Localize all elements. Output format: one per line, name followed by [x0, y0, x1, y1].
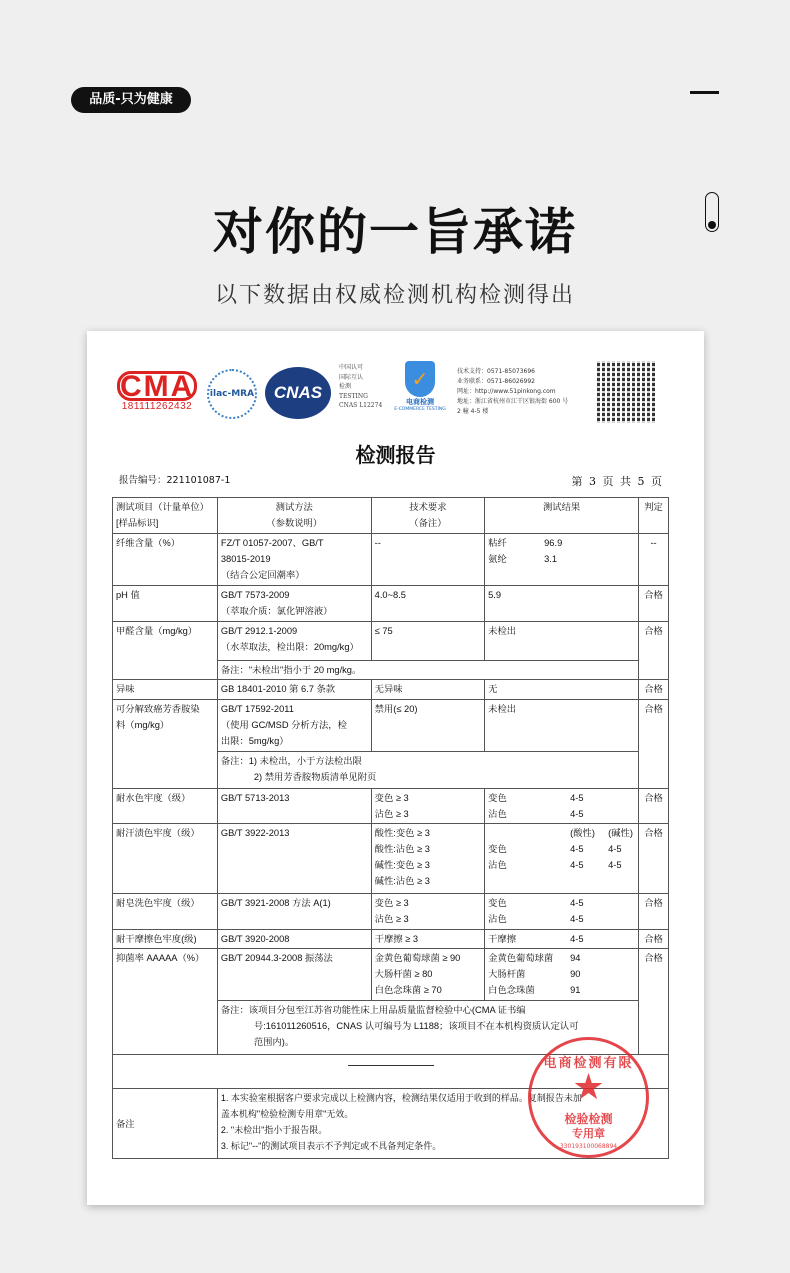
text: 技术要求	[409, 502, 447, 512]
text	[488, 950, 635, 998]
text: 判定	[644, 502, 663, 512]
text: 合格	[644, 953, 663, 963]
text	[488, 790, 635, 822]
text: 4-5	[608, 844, 622, 854]
text: 白色念珠菌	[488, 985, 535, 995]
text: 碱性:变色 ≥ 3	[374, 860, 430, 870]
table-cell	[639, 930, 669, 949]
text: 电商检测有限	[543, 1056, 634, 1071]
shield-check-icon: ✓	[405, 361, 435, 397]
text: （备注）	[409, 518, 447, 528]
text: 网址：http://www.51pinkong.com	[457, 388, 556, 395]
text: 合格	[644, 704, 663, 714]
table-cell	[217, 498, 371, 534]
text: 酸性:沾色 ≥ 3	[374, 844, 430, 854]
table-cell	[217, 534, 371, 586]
table-cell	[217, 824, 371, 894]
text: 变色 ≥ 3	[374, 793, 409, 803]
text: GB/T 20944.3-2008 振荡法	[220, 953, 333, 963]
table-cell	[639, 680, 669, 700]
table-cell	[371, 824, 484, 894]
text: 1. 本实验室根据客户要求完成以上检测内容，检测结果仅适用于收到的样品。复制报告未加	[220, 1093, 582, 1103]
text: 合格	[644, 793, 663, 803]
text: （萃取介质：氯化钾溶液）	[220, 606, 333, 616]
text: 4-5	[570, 934, 584, 944]
text: 大肠杆菌 ≥ 80	[374, 969, 433, 979]
table-cell	[217, 700, 371, 752]
table-cell	[113, 824, 218, 894]
text: 耐干摩擦色牢度(级)	[116, 934, 197, 944]
text: 90	[570, 969, 581, 979]
text: 181111262432	[121, 401, 193, 412]
text: 备注	[116, 1118, 135, 1129]
table-cell	[113, 680, 218, 700]
text: CNAS L12274	[339, 402, 383, 409]
qr-code-icon	[597, 361, 657, 423]
text: 范围内)。	[253, 1037, 295, 1047]
text: FZ/T 01057-2007、GB/T	[220, 538, 324, 548]
table-cell	[371, 622, 484, 661]
text: 未检出	[488, 626, 517, 636]
table-cell	[639, 498, 669, 534]
table-cell	[371, 586, 484, 622]
text: 出限：5mg/kg）	[220, 736, 289, 746]
table-cell	[485, 586, 639, 622]
text: 白色念珠菌 ≥ 70	[374, 985, 442, 995]
text: 沾色 ≥ 3	[374, 914, 409, 924]
text: E-COMMERCE TESTING	[394, 407, 446, 412]
text: 甲醛含量（mg/kg）	[116, 626, 198, 636]
text: 沾色	[488, 809, 507, 819]
text: 测试结果	[543, 502, 581, 512]
table-cell	[217, 661, 638, 680]
text: 4-5	[608, 860, 622, 870]
cma-logo	[117, 371, 197, 412]
text: 金黄色葡萄球菌	[488, 953, 554, 963]
text: (酸性)	[570, 828, 595, 838]
text: --	[650, 538, 657, 548]
text: 测试项目（计量单位）	[116, 502, 209, 512]
text: ≤ 75	[374, 626, 393, 636]
table-cell	[485, 894, 639, 930]
text: 4-5	[570, 809, 584, 819]
text: 可分解致癌芳香胺染	[116, 704, 200, 714]
table-row	[113, 586, 669, 622]
text: （使用 GC/MSD 分析方法，检	[220, 720, 347, 730]
table-row	[113, 622, 669, 661]
table-cell	[639, 700, 669, 789]
table-row	[113, 894, 669, 930]
text	[488, 825, 635, 873]
text: GB/T 7573-2009	[220, 590, 290, 600]
table-cell	[485, 949, 639, 1001]
table-cell	[217, 930, 371, 949]
text: 沾色	[488, 860, 507, 870]
text: 酸性:变色 ≥ 3	[374, 828, 430, 838]
official-seal-stamp	[528, 1037, 649, 1158]
table-cell	[485, 680, 639, 700]
page-subtitle: 以下数据由权威检测机构检测得出	[214, 283, 575, 308]
table-cell	[217, 622, 371, 661]
ecommerce-testing-logo	[392, 361, 448, 412]
text: 变色	[488, 844, 507, 854]
text: 国际互认	[339, 373, 364, 381]
text: 96.9	[544, 538, 563, 548]
text: 业务联系：0571-86026992	[457, 378, 535, 385]
text: 氨纶	[488, 554, 507, 564]
text: 4-5	[570, 914, 584, 924]
table-cell	[217, 894, 371, 930]
text: 91	[570, 985, 581, 995]
text: 大肠杆菌	[488, 969, 526, 979]
text: 纤维含量（%）	[116, 538, 181, 548]
text: TESTING	[339, 392, 368, 400]
text: 合格	[644, 898, 663, 908]
text	[488, 895, 635, 927]
table-cell	[371, 498, 484, 534]
table-cell	[113, 586, 218, 622]
text	[488, 535, 635, 567]
text: 合格	[644, 590, 663, 600]
text: 碱性:沾色 ≥ 3	[374, 876, 430, 886]
test-report-document	[87, 331, 704, 1205]
text: 变色 ≥ 3	[374, 898, 409, 908]
table-cell	[485, 498, 639, 534]
table-cell	[639, 894, 669, 930]
table-cell	[217, 789, 371, 824]
text: 4-5	[570, 898, 584, 908]
text: GB/T 3921-2008 方法 A(1)	[220, 898, 331, 908]
table-cell	[639, 824, 669, 894]
table-cell	[639, 586, 669, 622]
text: GB 18401-2010 第 6.7 条款	[220, 684, 336, 694]
table-cell	[371, 930, 484, 949]
table-cell	[639, 789, 669, 824]
report-number: 报告编号：221101087-1	[119, 475, 231, 486]
text: 合格	[644, 626, 663, 636]
table-header	[113, 498, 669, 534]
text: 干摩擦	[488, 934, 517, 944]
table-cell	[371, 894, 484, 930]
table-cell	[217, 680, 371, 700]
text: 料（mg/kg）	[116, 720, 170, 730]
end-divider	[348, 1065, 434, 1066]
table-cell	[485, 700, 639, 752]
text: 4.0~8.5	[374, 590, 406, 600]
text: 5.9	[488, 590, 502, 600]
table-cell	[639, 949, 669, 1055]
text: 技术支持：0571-85073696	[457, 368, 535, 375]
table-cell	[113, 534, 218, 586]
text: GB/T 3920-2008	[220, 934, 290, 944]
text	[488, 931, 635, 947]
table-cell	[639, 534, 669, 586]
table-cell	[217, 949, 371, 1001]
table-cell	[371, 700, 484, 752]
cnas-logo: CNAS	[265, 367, 331, 419]
table-cell	[639, 622, 669, 680]
text: 测试方法	[275, 502, 313, 512]
cnas-text	[339, 363, 382, 411]
text: GB/T 5713-2013	[220, 793, 290, 803]
table-cell	[113, 700, 218, 789]
text: 中国认可	[339, 364, 364, 371]
table-cell	[485, 930, 639, 949]
text: 330193100068894	[559, 1143, 618, 1150]
text: 38015-2019	[220, 554, 271, 564]
text: （结合公定回潮率）	[220, 570, 305, 580]
text	[488, 825, 570, 841]
text: 2 幢 4-5 楼	[457, 408, 489, 415]
text: 抑菌率 AAAAA（%）	[116, 953, 205, 963]
table-row	[113, 534, 669, 586]
text: 电商检测	[406, 398, 434, 406]
text: 沾色	[488, 914, 507, 924]
text: GB/T 3922-2013	[220, 828, 290, 838]
table-cell	[485, 534, 639, 586]
text: 4-5	[570, 793, 584, 803]
table-cell	[113, 894, 218, 930]
table-row	[113, 789, 669, 824]
text: 合格	[644, 684, 663, 694]
text: 合格	[644, 934, 663, 944]
text: 金黄色葡萄球菌 ≥ 90	[374, 953, 461, 963]
text: 变色	[488, 898, 507, 908]
text: 耐水色牢度（级）	[116, 793, 191, 803]
text: 专用章	[572, 1127, 605, 1140]
table-cell	[113, 498, 218, 534]
text: 无异味	[374, 684, 403, 694]
table-cell	[371, 789, 484, 824]
text: 2. "未检出"指小于报告限。	[220, 1125, 328, 1135]
table-cell	[113, 930, 218, 949]
table-cell	[113, 1089, 218, 1159]
table-cell	[371, 680, 484, 700]
text: 4-5	[570, 844, 584, 854]
ilac-mra-logo: ilac-MRA	[207, 369, 257, 419]
text: 备注："未检出"指小于 20 mg/kg。	[220, 665, 362, 675]
menu-dash-icon[interactable]	[690, 91, 719, 94]
certification-logos	[117, 361, 677, 431]
text: 检验检测	[564, 1112, 613, 1126]
text: 未检出	[488, 704, 517, 714]
text: 耐皂洗色牢度（级）	[116, 898, 200, 908]
table-cell	[485, 824, 639, 894]
text: 备注：1) 未检出，小于方法检出限	[220, 756, 362, 766]
table-cell	[113, 622, 218, 680]
text: (碱性)	[608, 828, 633, 838]
text: 3.1	[544, 554, 558, 564]
table-row	[113, 680, 669, 700]
table-row	[113, 930, 669, 949]
text: 异味	[116, 684, 135, 694]
text: GB/T 17592-2011	[220, 704, 294, 714]
text: 合格	[644, 828, 663, 838]
text: 沾色 ≥ 3	[374, 809, 409, 819]
text: 耐汗渍色牢度（级）	[116, 828, 200, 838]
text: 3. 标记"--"的测试项目表示不予判定或不具备判定条件。	[220, 1141, 442, 1151]
contact-info	[457, 367, 568, 417]
text: （水萃取法，检出限：20mg/kg）	[220, 642, 359, 652]
text: 号:161011260516，CNAS 认可编号为 L1188；该项目不在本机构资质认定认可	[253, 1021, 579, 1031]
table-cell	[113, 949, 218, 1055]
page-number: 第 3 页 共 5 页	[571, 475, 662, 488]
text: GB/T 2912.1-2009	[220, 626, 298, 636]
text: 粘纤	[488, 538, 507, 548]
star-icon: ★	[572, 1067, 605, 1108]
text: 干摩擦 ≥ 3	[374, 934, 418, 944]
text: 4-5	[570, 860, 584, 870]
text: [样品标识]	[116, 518, 159, 528]
table-cell	[371, 949, 484, 1001]
table-cell	[485, 789, 639, 824]
text: pH 值	[116, 590, 140, 600]
table-row	[113, 949, 669, 1001]
text: 2) 禁用芳香胺物质清单见附页	[253, 772, 377, 782]
table-cell	[371, 534, 484, 586]
page-title: 对你的一旨承诺	[213, 203, 577, 261]
text: 变色	[488, 793, 507, 803]
text: 盖本机构"检验检测专用章"无效。	[220, 1109, 354, 1119]
text: 无	[488, 684, 498, 694]
text: 地址：浙江省杭州市江干区银海街 600 号	[457, 398, 569, 405]
text: CMA	[117, 371, 197, 401]
table-row	[113, 700, 669, 752]
report-title: 检测报告	[355, 443, 436, 467]
text: 检测	[339, 383, 352, 390]
text: --	[374, 538, 381, 548]
table-cell	[217, 752, 638, 789]
text: （参数说明）	[266, 518, 323, 528]
text: 94	[570, 953, 581, 963]
table-cell	[113, 789, 218, 824]
table-row	[113, 824, 669, 894]
table-cell	[485, 622, 639, 661]
table-cell	[217, 586, 371, 622]
slogan-badge: 品质-只为健康	[71, 87, 191, 113]
text: 禁用(≤ 20)	[374, 704, 418, 714]
text: 备注：该项目分包至江苏省功能性床上用品质量监督检验中心(CMA 证书编	[220, 1005, 526, 1015]
